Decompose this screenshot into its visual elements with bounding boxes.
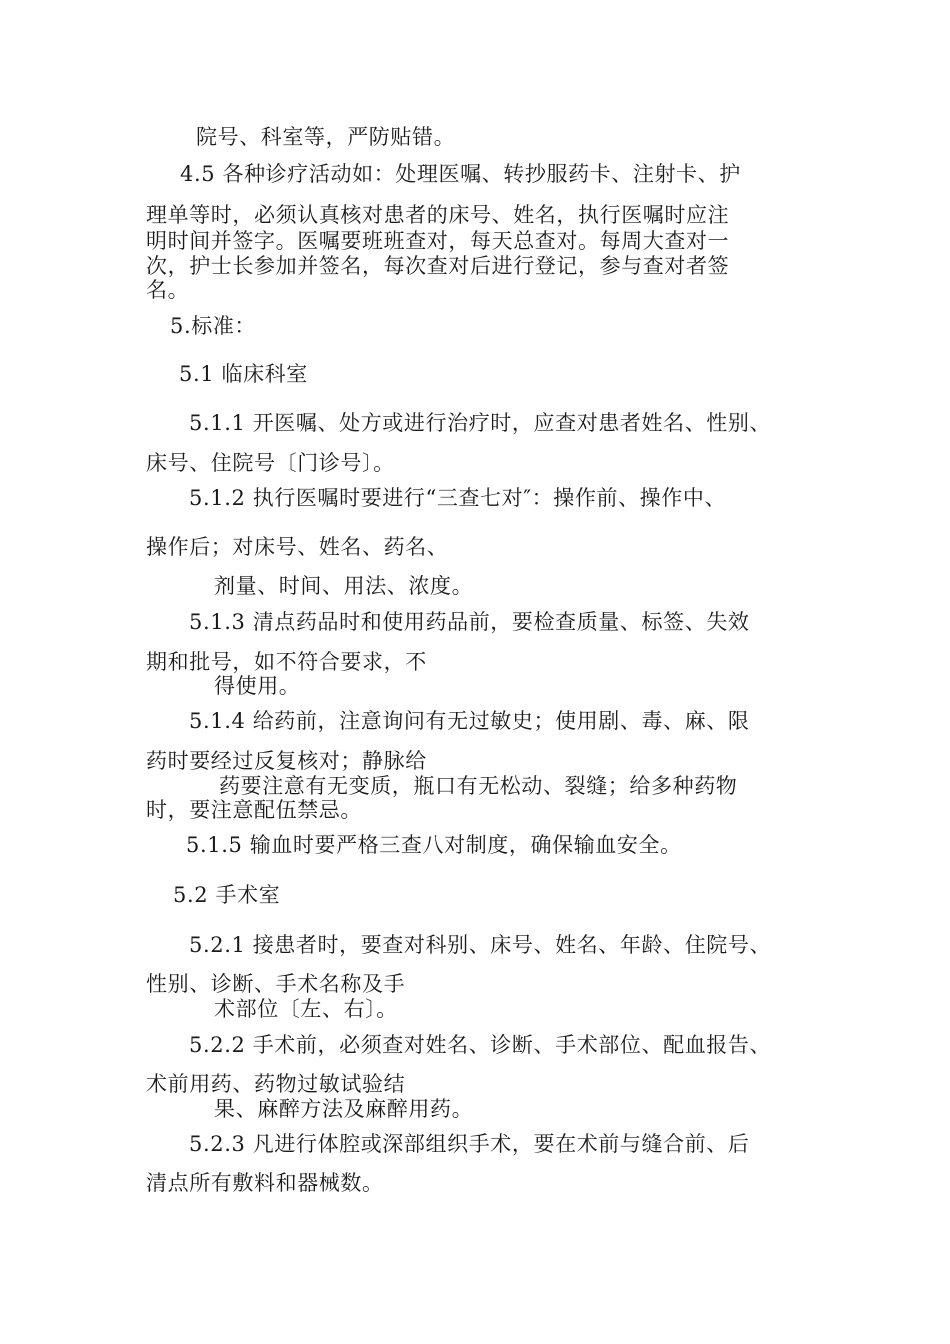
text-line: 清点所有敷料和器械数。 [146, 1171, 384, 1195]
section-heading: 5.标准： [170, 314, 257, 338]
text-line: 得使用。 [214, 674, 301, 698]
text-line: 理单等时，必须认真核对患者的床号、姓名，执行医嘱时应注 [146, 203, 730, 227]
text-line: 剂量、时间、用法、浓度。 [214, 574, 474, 598]
text-line: 操作后；对床号、姓名、药名、 [146, 535, 449, 559]
text-line: 次，护士长参加并签名，每次查对后进行登记，参与查对者签 [146, 254, 730, 278]
text-line: 5.2.1 接患者时，要查对科别、床号、姓名、年龄、住院号、 [189, 933, 772, 957]
text-line: 5.1.3 清点药品时和使用药品前，要检查质量、标签、失效 [189, 610, 750, 634]
text-line: 时，要注意配伍禁忌。 [146, 798, 362, 822]
text-line: 5.2.3 凡进行体腔或深部组织手术，要在术前与缝合前、后 [189, 1132, 750, 1156]
text-line: 期和批号，如不符合要求，不 [146, 650, 427, 674]
text-line: 术前用药、药物过敏试验结 [146, 1072, 406, 1096]
text-line: 性别、诊断、手术名称及手 [146, 972, 406, 996]
text-line: 4.5 各种诊疗活动如：处理医嘱、转抄服药卡、注射卡、护 [180, 162, 741, 186]
text-line: 名。 [146, 278, 190, 302]
text-line: 5.1.4 给药前，注意询问有无过敏史；使用剧、毒、麻、限 [189, 709, 750, 733]
text-line: 术部位〔左、右〕。 [214, 997, 398, 1021]
text-line: 药时要经过反复核对；静脉给 [146, 749, 427, 773]
text-line: 5.1.2 执行医嘱时要进行“三查七对″：操作前、操作中、 [189, 486, 727, 510]
text-line: 果、麻醉方法及麻醉用药。 [214, 1097, 474, 1121]
text-line: 明时间并签字。医嘱要班班查对，每天总查对。每周大查对一 [146, 229, 730, 253]
subsection-heading: 5.2 手术室 [173, 883, 281, 907]
text-line: 药要注意有无变质，瓶口有无松动、裂缝；给多种药物 [219, 774, 738, 798]
subsection-heading: 5.1 临床科室 [179, 362, 308, 386]
text-line: 5.1.1 开医嘱、处方或进行治疗时，应查对患者姓名、性别、 [189, 411, 772, 435]
text-line: 5.2.2 手术前，必须查对姓名、诊断、手术部位、配血报告、 [189, 1033, 772, 1057]
text-line: 院号、科室等，严防贴错。 [196, 125, 456, 149]
text-line: 床号、住院号〔门诊号〕。 [146, 451, 395, 475]
text-line: 5.1.5 输血时要严格三查八对制度，确保输血安全。 [186, 833, 682, 857]
